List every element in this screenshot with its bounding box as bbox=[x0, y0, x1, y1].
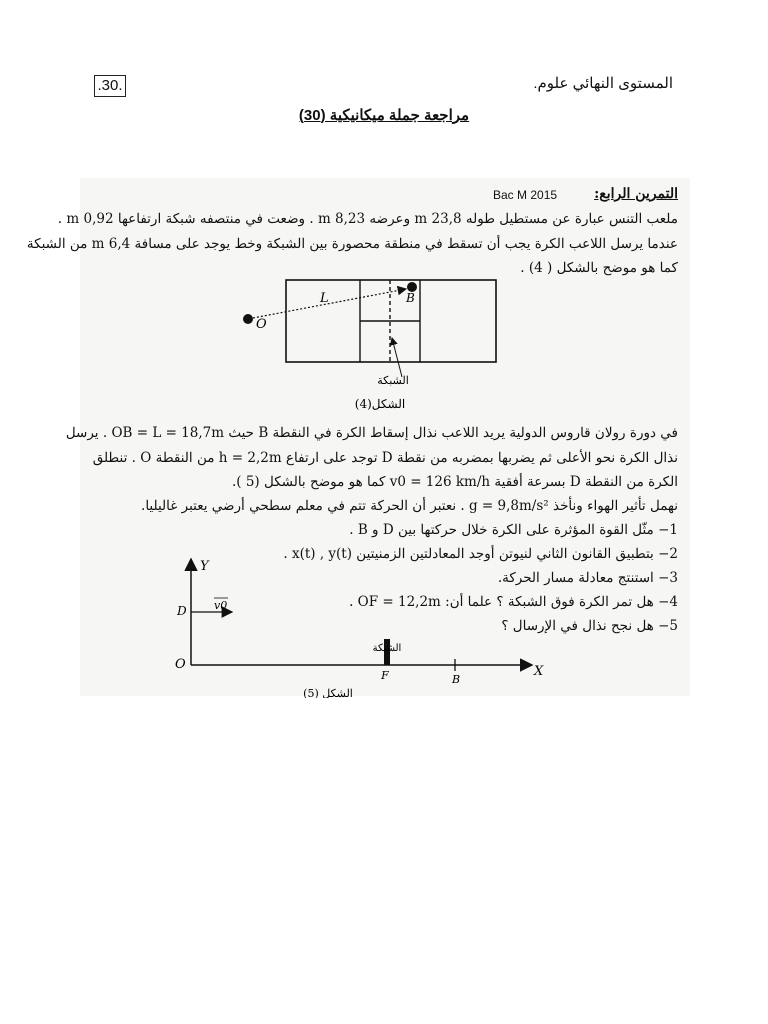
exam-source: Bac M 2015 bbox=[493, 188, 558, 202]
net-label: الشبكة bbox=[377, 374, 409, 387]
question-5: 5− هل نجح نذال في الإرسال ؟ bbox=[501, 618, 678, 634]
net-pointer bbox=[392, 338, 402, 377]
body-line: نذال الكرة نحو الأعلى ثم يضربها بمضربه من نقطة D توجد على ارتفاع h = 2,2m من النقطة O . تنطلق bbox=[92, 450, 678, 466]
document-title: مراجعة جملة ميكانيكية (30) bbox=[298, 107, 470, 124]
label-o: O bbox=[175, 657, 186, 672]
label-y: Y bbox=[200, 559, 209, 574]
label-v0: v0 bbox=[214, 599, 228, 612]
intro-line: عندما يرسل اللاعب الكرة يجب أن تسقط في منطقة محصورة بين الشبكة وخط يوجد على مسافة 6,4 m من الشبكة bbox=[26, 236, 678, 252]
label-f: F bbox=[381, 669, 389, 682]
label-b: B bbox=[451, 673, 461, 686]
question-1: 1− مثّل القوة المؤثرة على الكرة خلال حركتها بين D و B . bbox=[349, 522, 678, 538]
label-b: B bbox=[406, 291, 415, 305]
figure-5-axes bbox=[160, 555, 560, 698]
question-3: 3− استنتج معادلة مسار الحركة. bbox=[497, 570, 678, 586]
net-label: الشبكة bbox=[372, 643, 402, 654]
label-l: L bbox=[320, 291, 329, 306]
question-4: 4− هل تمر الكرة فوق الشبكة ؟ علما أن: OF = 12,2m . bbox=[349, 594, 678, 610]
figure-4-court bbox=[240, 272, 520, 412]
intro-line: ملعب التنس عبارة عن مستطيل طوله 23,8 m وعرضه 8,23 m . وضعت في منتصفه شبكة ارتفاعها 0,92 m . bbox=[57, 211, 678, 227]
question-2: 2− بتطبيق القانون الثاني لنيوتن أوجد المعادلتين الزمنيتين x(t) , y(t) . bbox=[283, 546, 678, 562]
intro-line: كما هو موضح بالشكل ( 4) . bbox=[520, 260, 678, 276]
body-line: الكرة من النقطة D بسرعة أفقية v0 = 126 km/h كما هو موضح بالشكل (5 ). bbox=[231, 474, 678, 490]
page-number: .30. bbox=[94, 75, 126, 97]
label-o: O bbox=[256, 317, 267, 332]
body-line: نهمل تأثير الهواء ونأخذ g = 9,8m/s² . نعتبر أن الحركة تتم في معلم سطحي أرضي يعتبر غاليليا. bbox=[141, 498, 678, 514]
level-label: المستوى النهائي علوم. bbox=[533, 75, 673, 92]
body-line: في دورة رولان قاروس الدولية يريد اللاعب نذال إسقاط الكرة في النقطة B حيث OB = L = 18,7m . يرسل bbox=[65, 425, 678, 441]
point-o-dot bbox=[243, 314, 253, 324]
figure-5-caption: الشكل (5) bbox=[303, 687, 353, 698]
trajectory-l bbox=[253, 289, 406, 318]
figure-4-caption: الشكل(4) bbox=[354, 397, 406, 411]
exercise-title: التمرين الرابع: bbox=[594, 186, 678, 202]
label-d: D bbox=[177, 604, 187, 618]
label-x: X bbox=[534, 664, 544, 679]
